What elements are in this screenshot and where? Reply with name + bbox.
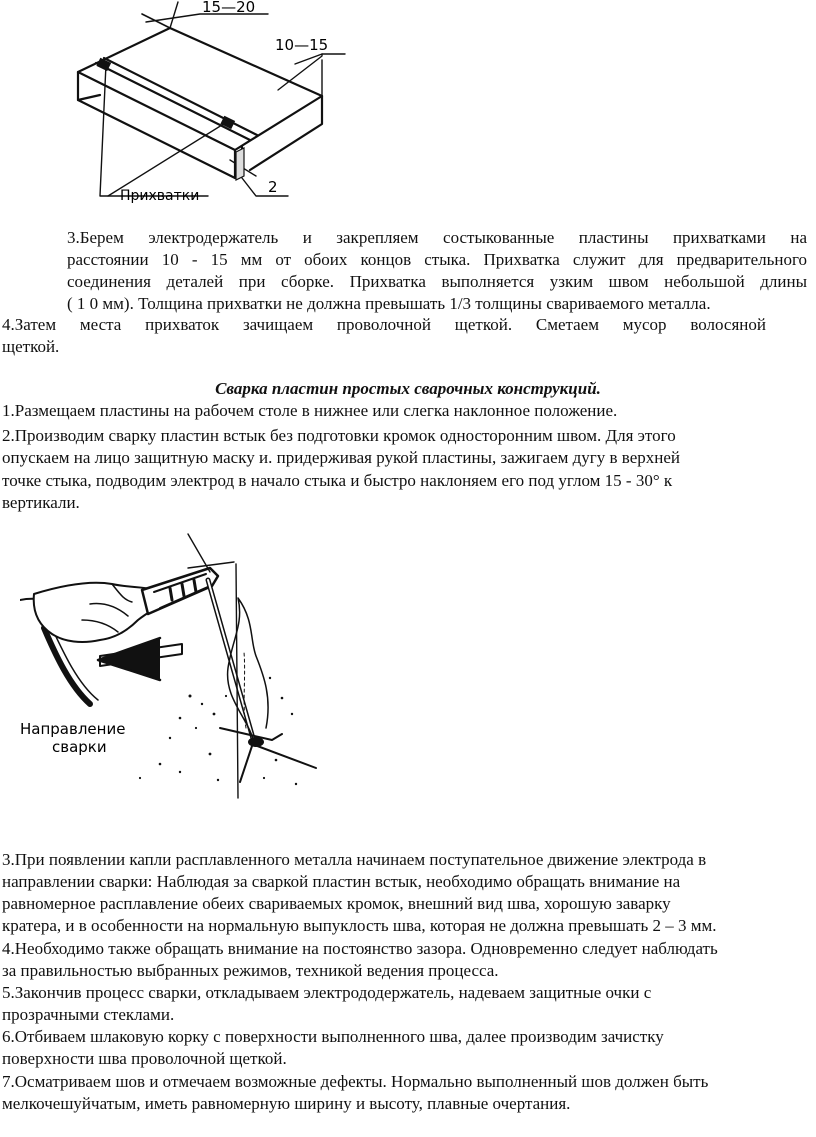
weld-step1: 1.Размещаем пластины на рабочем столе в нижнее или слегка наклонное положение. xyxy=(2,401,618,420)
section-title: Сварка пластин простых сварочных конструкций. xyxy=(215,379,601,398)
weld-step2-line2: опускаем на лицо защитную маску и. придерживая рукой пластины, зажигаем дугу в верхней xyxy=(2,448,681,467)
step7-line1: 7.Осматриваем шов и отмечаем возможные дефекты. Нормально выполненный шов должен быть xyxy=(2,1072,709,1091)
dim-gap-label: 2 xyxy=(268,178,278,196)
step4-line1: 4.Затем места прихваток зачищаем проволочной щеткой. Сметаем мусор волосяной xyxy=(2,315,766,334)
dim-top-label: 15—20 xyxy=(202,0,256,16)
weld-step2-line4: вертикали. xyxy=(2,493,80,512)
step3b-line1: 3.При появлении капли расплавленного металла начинаем поступательное движение электрода в xyxy=(2,850,707,869)
step4b-line1: 4.Необходимо также обращать внимание на постоянство зазора. Одновременно следует наблюдать xyxy=(2,939,718,958)
direction-label-line2: сварки xyxy=(52,738,107,756)
welding-direction-figure xyxy=(20,528,320,810)
tack-label: Прихватки xyxy=(120,188,200,204)
step7-line2: мелкочешуйчатым, иметь равномерную ширину и высоту, плавные очертания. xyxy=(2,1094,571,1113)
tack-weld-figure xyxy=(60,0,350,212)
direction-label-line1: Направление xyxy=(20,720,126,738)
step3-line4: ( 1 0 мм). Толщина прихватки не должна превышать 1/3 толщины свариваемого металла. xyxy=(67,294,711,313)
weld-step2-line1: 2.Производим сварку пластин встык без подготовки кромок односторонним швом. Для этого xyxy=(2,426,676,445)
step5-line2: прозрачными стеклами. xyxy=(2,1005,175,1024)
step4b-line2: за правильностью выбранных режимов, техникой ведения процесса. xyxy=(2,961,499,980)
step6-line1: 6.Отбиваем шлаковую корку с поверхности выполненного шва, далее производим зачистку xyxy=(2,1027,664,1046)
step3-line2: расстоянии 10 - 15 мм от обоих концов стыка. Прихватка служит для предварительного xyxy=(67,250,807,269)
step3b-line2: направлении сварки: Наблюдая за сваркой пластин встык, необходимо обращать внимание на xyxy=(2,872,681,891)
dim-right-label: 10—15 xyxy=(275,36,329,54)
step5-line1: 5.Закончив процесс сварки, откладываем электрододержатель, надеваем защитные очки с xyxy=(2,983,652,1002)
step6-line2: поверхности шва проволочной щеткой. xyxy=(2,1049,287,1068)
step3b-line4: кратера, и в особенности на нормальную выпуклость шва, которая не должна превышать 2 – 3 мм. xyxy=(2,916,717,935)
step3-line1: 3.Берем электродержатель и закрепляем состыкованные пластины прихватками на xyxy=(67,228,807,247)
step4-line2: щеткой. xyxy=(2,337,60,356)
weld-step2-line3: точке стыка, подводим электрод в начало стыка и быстро наклоняем его под углом 15 - 30° к xyxy=(2,471,673,490)
step3b-line3: равномерное расплавление обеих свариваемых кромок, внешний вид шва, хорошую заварку xyxy=(2,894,671,913)
step3-line3: соединения деталей при сборке. Прихватка выполняется узким швом небольшой длины xyxy=(67,272,807,291)
